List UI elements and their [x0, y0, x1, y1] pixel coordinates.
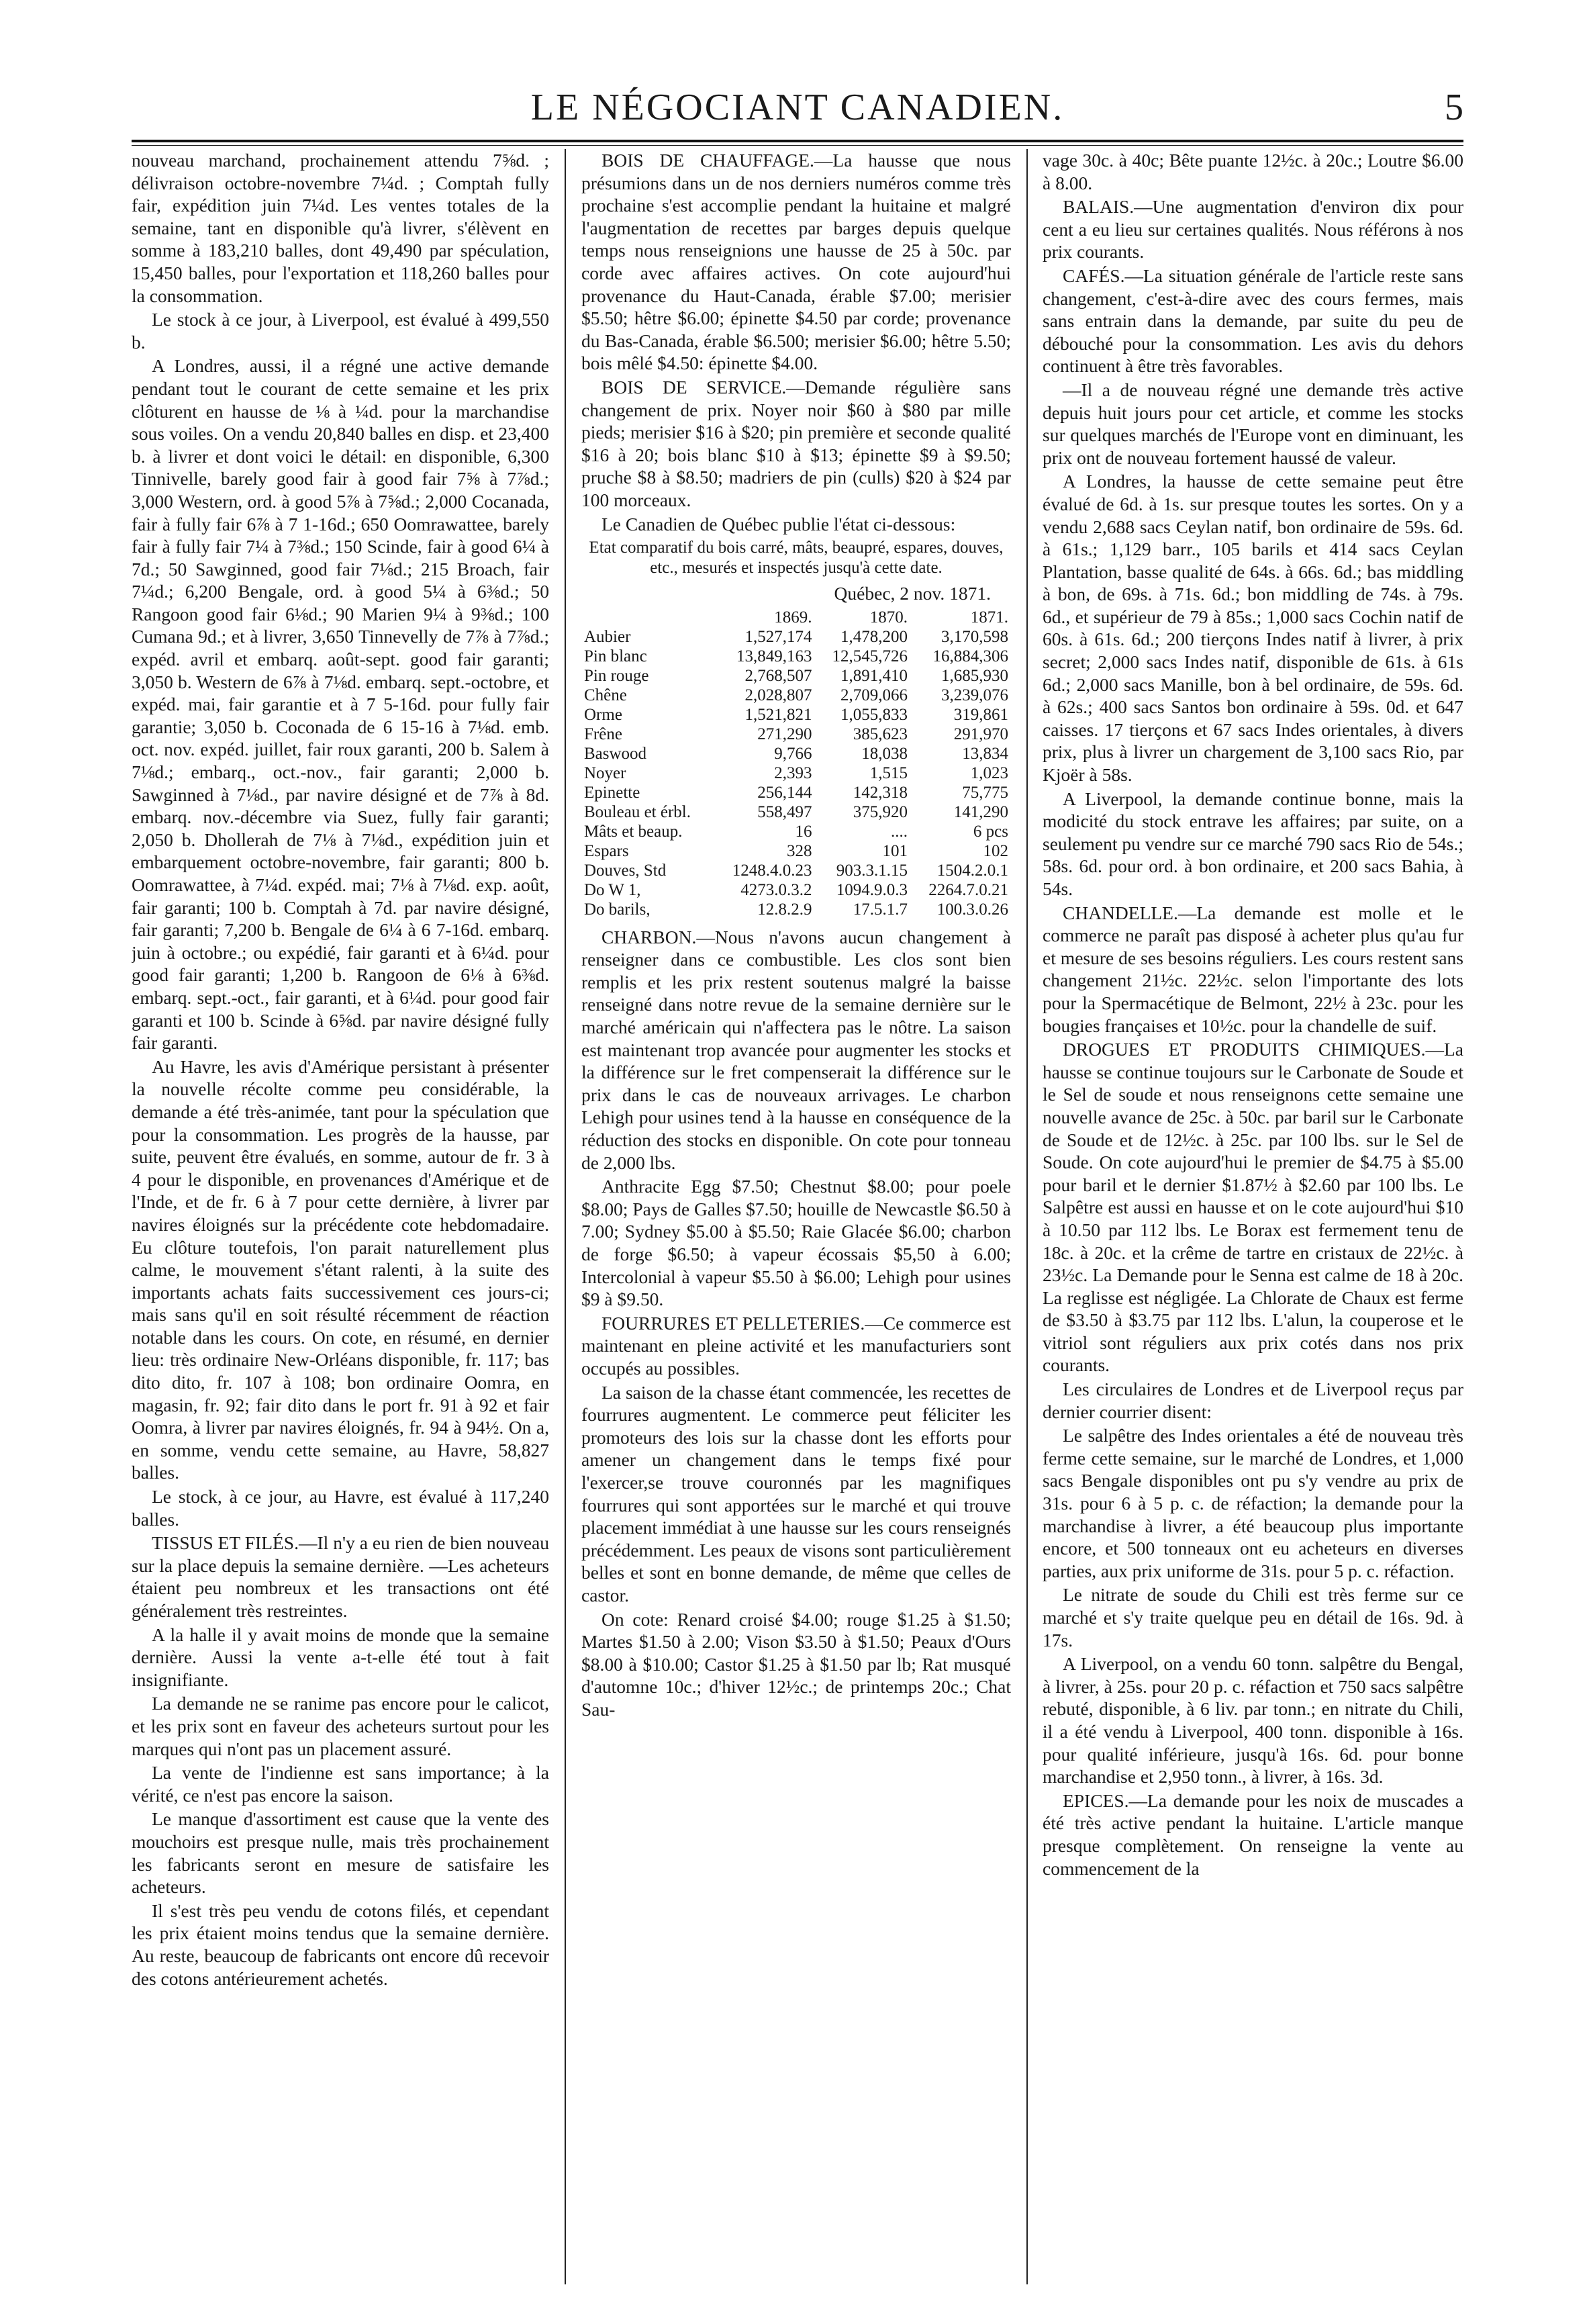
table-header-cell: 1870.	[869, 608, 908, 626]
paragraph: Anthracite Egg $7.50; Chestnut $8.00; pour poele $8.00; Pays de Galles $7.50; houille de Newcastle $6.50 à 7.00; Sydney $5.00 à $5.50; Raie Glacée $6.00; charbon de forge $6.50; à vapeur écossais $5,50 à 6.00; Intercolonial à vapeur $5.50 à $6.00; Lehigh pour usines $9 à $9.50.	[581, 1176, 1011, 1310]
table-cell: 142,318	[853, 783, 908, 802]
table-cell: 558,497	[757, 802, 812, 821]
table-cell: 271,290	[757, 725, 812, 743]
paragraph: Les circulaires de Londres et de Liverpool reçus par dernier courrier disent:	[1043, 1379, 1463, 1422]
table-header-row	[581, 608, 1011, 627]
table-cell: 256,144	[757, 783, 812, 802]
paragraph: vage 30c. à 40c; Bête puante 12½c. à 20c.; Loutre $6.00 à 8.00.	[1043, 150, 1463, 193]
table-row	[581, 880, 1011, 900]
table-row-label: Do barils,	[584, 900, 650, 919]
paragraph: A Liverpool, on a vendu 60 tonn. salpêtre du Bengal, à livrer, à 25s. pour 20 p. c. réfaction et 750 sacs salpêtre rebuté, disponible, à 6 liv. par tonn.; en nitrate du Chili, il a été vendu à Liverpool, 400 tonn. disponible à 16s. pour qualité inférieure, jusqu'à 16s. 6d. pour bonne marchandise et 2,950 tonn., à livrer, à 16s. 3d.	[1043, 1653, 1463, 1787]
table-cell: 2,393	[774, 763, 812, 782]
section-paragraph-tissus: TISSUS ET FILÉS.—Il n'y a eu rien de bien nouveau sur la place depuis la semaine dernière. —Les acheteurs étaient peu nombreux et les transactions ont été généralement très restreintes.	[132, 1532, 549, 1621]
table-cell: 141,290	[953, 802, 1008, 821]
table-row-label: Frêne	[584, 725, 622, 743]
table-cell: 16	[795, 822, 812, 841]
paragraph: La demande ne se ranime pas encore pour le calicot, et les prix sont en faveur des acheteurs surtout pour les marques qui n'ont pas un placement assuré.	[132, 1693, 549, 1759]
table-cell: 4273.0.3.2	[740, 880, 812, 899]
header-rule-thin	[132, 145, 1463, 146]
newspaper-title: LE NÉGOCIANT CANADIEN.	[530, 87, 1065, 128]
section-paragraph-bois-service: BOIS DE SERVICE.—Demande régulière sans changement de prix. Noyer noir $60 à $80 par mille pieds; merisier $16 à $20; pin première et seconde qualité $16 à 20; bois blanc $10 à $13; épinette $9 à $9.50; pruche $8 à $8.50; madriers de pin (culls) $20 à $24 par 100 morceaux.	[581, 376, 1011, 510]
paragraph: A Londres, la hausse de cette semaine peut être évalué de 6d. à 1s. sur presque toutes les sortes. On y a vendu 2,688 sacs Ceylan natif, bon ordinaire de 59s. 6d. à 61s.; 1,129 barr., 105 barils et 414 sacs Ceylan Plantation, basse qualité de 64s. à 66s. 6d.; bas middling à bon, de 69s. à 71s. 6d.; bon middling de 74s. à 79s. 6d., et supérieur de 79 à 85s.; 1,000 sacs Cochin natif de 60s. à 61s. 6d.; 200 tierçons Indes natif à livrer, à prix secret; 2,000 sacs Indes natif, disponible de 61s. à 61s 6d.; 2,000 sacs Manille, bon à bel ordinaire, de 59s. 6d. à 62s.; 400 sacs Santos bon ordinaire à 59s. 0d. et 647 caisses. 17 tierçons et 67 sacs Indes orientales, à divers prix, plus à livrer un chargement de 3,100 sacs Rio, par Kjoër à 58s.	[1043, 471, 1463, 786]
table-row-label: Baswood	[584, 744, 647, 763]
wood-inspection-table	[581, 608, 1011, 919]
table-date: Québec, 2 nov. 1871.	[834, 583, 991, 604]
table-header-cell	[581, 608, 714, 627]
paragraph: Au Havre, les avis d'Amérique persistant à présenter la nouvelle récolte comme peu considérable, la demande a été très-animée, tant pour la spéculation que pour la consommation. Les progrès de la hausse, par suite, peuvent être évalués, en somme, autour de fr. 3 à 4 pour le disponible, en provenances d'Amérique et de l'Inde, et de fr. 6 à 7 pour cette dernière, à livrer par navires éloignés sur la précédente cote hebdomadaire. Eu clôture toutefois, l'on parait naturellement plus calme, le mouvement s'étant ralenti, à la suite des importants achats faits successivement ces jours-ci; mais sans qu'il en soit résulté récemment de réaction notable dans les cours. On cote, en résumé, en dernier lieu: très ordinaire New-Orléans disponible, fr. 117; bas dito dito, fr. 107 à 108; bon ordinaire Oomra, en magasin, fr. 92; fair dito dans le port fr. 91 à 92 et fair Oomra, à livrer par navires éloignés, fr. 94 à 94½. On a, en somme, vendu cette semaine, au Havre, 58,827 balles.	[132, 1056, 549, 1483]
table-cell: 13,849,163	[736, 647, 812, 665]
paragraph: —Il a de nouveau régné une demande très active depuis huit jours pour cet article, et comme les stocks sur quelques marchés de l'Europe vont en diminuant, les prix ont de nouveau fortement haussé de valeur.	[1043, 379, 1463, 468]
table-row	[581, 627, 1011, 647]
table-row-label: Orme	[584, 705, 622, 724]
table-row	[581, 783, 1011, 802]
table-cell: 903.3.1.15	[836, 861, 908, 880]
table-cell: 6 pcs	[973, 822, 1008, 841]
table-header-cell: 1869.	[774, 608, 812, 626]
table-cell: 12.8.2.9	[757, 900, 812, 919]
table-cell: 1,527,174	[744, 627, 812, 646]
table-body	[581, 627, 1011, 919]
table-cell: 3,170,598	[941, 627, 1008, 646]
table-cell: 13,834	[962, 744, 1008, 763]
paragraph: Le stock, à ce jour, au Havre, est évalué à 117,240 balles.	[132, 1486, 549, 1530]
paragraph: Le manque d'assortiment est cause que la vente des mouchoirs est presque nulle, mais très prochainement les fabricants seront en mesure de satisfaire les acheteurs.	[132, 1808, 549, 1898]
table-row-label: Mâts et beaup.	[584, 822, 683, 841]
table-cell: 2,768,507	[744, 666, 812, 685]
table-row	[581, 841, 1011, 861]
table-cell: 385,623	[853, 725, 908, 743]
table-header-cell: 1871.	[970, 608, 1008, 626]
column-divider	[565, 149, 566, 2284]
table-cell: 1248.4.0.23	[732, 861, 812, 880]
table-row-label: Bouleau et érbl.	[584, 802, 691, 821]
table-row-label: Epinette	[584, 783, 640, 802]
column-1	[132, 149, 549, 2284]
table-cell: 319,861	[953, 705, 1008, 724]
column-3	[1043, 149, 1463, 2284]
table-cell: 2,709,066	[840, 686, 908, 704]
table-row-label: Aubier	[584, 627, 631, 646]
table-cell: 291,970	[953, 725, 1008, 743]
table-row	[581, 725, 1011, 744]
table-row	[581, 763, 1011, 783]
column-divider	[1026, 149, 1028, 2284]
table-row	[581, 861, 1011, 880]
masthead	[132, 81, 1463, 141]
paragraph: A Londres, aussi, il a régné une active demande pendant tout le courant de cette semaine et les prix clôturent en hausse de ⅛ à ¼d. pour la marchandise sous voiles. On a vendu 20,840 balles en disp. et 23,400 b. à livrer et dont voici le détail: en disponible, 6,300 Tinnivelle, barely good fair à good fair 7⅝ à 7⅞d.; 3,000 Western, ord. à good 5⅞ à 7⅝d.; 2,000 Cocanada, fair à fully fair 6⅞ à 7 1-16d.; 650 Oomrawattee, barely fair à fully fair 7¼ à 7⅜d.; 150 Scinde, fair à good 6¼ à 7d.; 50 Sawginned, good fair 7⅛d.; 215 Broach, fair 7¼d.; 6,200 Bengale, ord. à good 5¼ à 6⅜d.; 50 Rangoon good fair 6⅛d.; 90 Marien 9¼ à 9⅜d.; 100 Cumana 9d.; et à livrer, 3,650 Tinnevelly de 7⅞ à 7⅞d.; expéd. avril et embarq. août-sept. good fair garanti; 3,050 b. Western de 6⅞ à 7⅛d. embarq. sept.-octobre, et expéd. mai, fair garantie et à 7 5-16d. pour fully fair garantie; 3,050 b. Coconada de 6 15-16 à 7⅛d. emb. oct. nov. expéd. juillet, fair roux garanti, 200 b. Salem à 7⅛d.; embarq., oct.-nov., fair garanti; 2,000 b. Sawginned à 7⅛d., par navire désigné et de 7⅞ à 8d. embarq. nov.-décembre via Suez, fully fair garanti; 2,050 b. Dhollerah de 7⅛ à 7⅛d., expédition juin et embarquement octobre-novembre, fair garanti; 800 b. Oomrawattee, à 7¼d. expéd. mai; 7⅛ à 7⅛d. exp. août, fair garanti; 100 b. Comptah à 7d. par navire désigné, fair garanti; 7,200 b. Bengale de 6¼ à 6 7-16d. embarq. juin à octobre.; ou expédié, fair garanti et à 6¼d. pour good fair garanti; 1,200 b. Rangoon de 6⅛ à 6⅜d. embarq. sept.-oct., fair garanti, et à 6¼d. pour good fair garanti et 100 b. Scinde à 6⅝d. par navire désigné fully fair garanti.	[132, 355, 549, 1054]
paragraph: A Liverpool, la demande continue bonne, mais la modicité du stock entrave les affaires; par suite, on a seulement pu vendre sur ce marché 790 sacs Rio de 54s.; 58s. 6d. pour ord. à bon ordinaire, et 200 sacs Bahia, à 54s.	[1043, 788, 1463, 899]
section-paragraph-fourrures: FOURRURES ET PELLETERIES.—Ce commerce est maintenant en pleine activité et les manufacturiers sont occupés au possibles.	[581, 1312, 1011, 1379]
table-cell: 9,766	[774, 744, 812, 763]
table-row	[581, 686, 1011, 705]
table-cell: 12,545,726	[832, 647, 908, 665]
table-row	[581, 822, 1011, 841]
table-cell: 1,023	[970, 763, 1008, 782]
table-cell: 75,775	[962, 783, 1008, 802]
column-2	[581, 149, 1011, 2284]
table-row	[581, 744, 1011, 763]
table-row-label: Espars	[584, 841, 629, 860]
table-cell: 18,038	[861, 744, 908, 763]
paragraph: On cote: Renard croisé $4.00; rouge $1.25 à $1.50; Martes $1.50 à 2.00; Vison $3.50 à $1.50; Peaux d'Ours $8.00 à $10.00; Castor $1.25 à $1.50 par lb; Rat musqué d'automne 10c.; d'hiver 12½c.; de printemps 20c.; Chat Sau-	[581, 1608, 1011, 1720]
section-paragraph-cafes: CAFÉS.—La situation générale de l'article reste sans changement, c'est-à-dire avec des cours fermes, mais sans entrain dans la demande, par suite du peu de débouché pour la consommation. Les avis du dehors continuent à être très favorables.	[1043, 265, 1463, 377]
paragraph: Le nitrate de soude du Chili est très ferme sur ce marché et s'y traite quelque peu en détail de 16s. 9d. à 17s.	[1043, 1584, 1463, 1651]
table-cell: ....	[891, 822, 908, 841]
table-cell: 16,884,306	[932, 647, 1008, 665]
table-cell: 1,478,200	[840, 627, 908, 646]
table-cell: 1,685,930	[941, 666, 1008, 685]
table-cell: 2264.7.0.21	[928, 880, 1008, 899]
table-cell: 17.5.1.7	[853, 900, 908, 919]
section-paragraph-chandelle: CHANDELLE.—La demande est molle et le commerce ne paraît pas disposé à acheter plus qu'au fur et mesure de ses besoins réguliers. Les cours restent sans changement 21½c. 22½c. selon l'importante des lots pour la Spermacétique de Belmont, 22½ à 23c. pour les bougies françaises et 10½c. pour la chandelle de suif.	[1043, 902, 1463, 1036]
table-cell: 3,239,076	[941, 686, 1008, 704]
table-cell: 101	[882, 841, 908, 860]
table-row	[581, 900, 1011, 919]
paragraph: Le salpêtre des Indes orientales a été de nouveau très ferme cette semaine, sur le marché de Londres, et 1,000 sacs Bengale disponibles ont pu s'y vendre au prix de 31s. pour 6 à 5 p. c. de réfaction; la demande pour la marchandise à livrer, a été beaucoup plus importante encore, et 500 tonneaux ont eu acheteurs en diverses parties, aux prix uniforme de 31s. pour 5 p. c. réfaction.	[1043, 1425, 1463, 1581]
table-cell: 2,028,807	[744, 686, 812, 704]
table-row-label: Do W 1,	[584, 880, 641, 899]
table-cell: 102	[983, 841, 1008, 860]
page-number: 5	[1445, 87, 1463, 128]
table-cell: 1,055,833	[840, 705, 908, 724]
table-cell: 1094.9.0.3	[836, 880, 908, 899]
table-cell: 1504.2.0.1	[936, 861, 1008, 880]
paragraph: La saison de la chasse étant commencée, les recettes de fourrures augmentent. Le commerce peut féliciter les promoteurs des lois sur la chasse dont les efforts pour amener un changement dans le temps fixé pour l'exercer,se trouve couronnés par les magnifiques fourrures qui sont apportées sur le marché et qui trouve placement immédiat à une hausse sur les cours renseignés précédemment. Les peaux de visons sont particulièrement belles et sont en bonne demande, de même que celles de castor.	[581, 1381, 1011, 1606]
table-cell: 1,515	[869, 763, 908, 782]
table-row	[581, 802, 1011, 822]
paragraph: nouveau marchand, prochainement attendu 7⅝d. ; délivraison octobre-novembre 7¼d. ; Comptah fully fair, expédition juin 7¼d. Les ventes totales de la semaine, tant en disponible qu'à livrer, s'élèvent en somme à 183,210 balles, dont 49,490 par spéculation, 15,450 balles, pour l'exportation et 118,260 balles pour la consommation.	[132, 150, 549, 306]
table-title: Etat comparatif du bois carré, mâts, beaupré, espares, douves, etc., mesurés et inspectés jusqu'à cette date.	[589, 539, 1004, 577]
paragraph: Le stock à ce jour, à Liverpool, est évalué à 499,550 b.	[132, 309, 549, 353]
table-row	[581, 647, 1011, 666]
paragraph: A la halle il y avait moins de monde que la semaine dernière. Aussi la vente a-t-elle été tout à fait insignifiante.	[132, 1624, 549, 1690]
section-paragraph-charbon: CHARBON.—Nous n'avons aucun changement à renseigner dans ce combustible. Les clos sont bien remplis et les prix restent soutenus malgré la baisse renseigné dans notre revue de la semaine dernière sur le marché américain qui n'affectera pas le nôtre. La saison est maintenant trop avancée pour augmenter les stocks et la différence sur le fret compenserait la différence sur le prix dans le cas de nouveaux arrivages. Le charbon Lehigh pour usines tend à la hausse en conséquence de la réduction des stocks en disponible. On cote pour tonneau de 2,000 lbs.	[581, 926, 1011, 1173]
section-paragraph-bois-chauffage: BOIS DE CHAUFFAGE.—La hausse que nous présumions dans un de nos derniers numéros comme très prochaine s'est accomplie pendant la huitaine et malgré l'augmentation de recettes par barges depuis quelque temps nous renseignions une hausse de 25 à 50c. par corde avec affaires actives. On cote aujourd'hui provenance du Haut-Canada, érable $7.00; merisier $5.50; hêtre $6.00; épinette $4.50 par corde; provenance du Bas-Canada, érable $6.500; merisier $6.00; hêtre 5.50; bois mêlé $4.50: épinette $4.00.	[581, 150, 1011, 374]
table-row-label: Chêne	[584, 686, 627, 704]
section-paragraph-balais: BALAIS.—Une augmentation d'environ dix pour cent a eu lieu sur certaines qualités. Nous référons à nos prix courants.	[1043, 196, 1463, 263]
table-row-label: Pin rouge	[584, 666, 649, 685]
table-cell: 1,891,410	[840, 666, 908, 685]
paragraph: Le Canadien de Québec publie l'état ci-dessous:	[601, 513, 956, 534]
table-row	[581, 705, 1011, 725]
section-paragraph-epices: EPICES.—La demande pour les noix de muscades a été très active pendant la huitaine. L'article manque presque complètement. On renseigne la vente au commencement de la	[1043, 1790, 1463, 1879]
paragraph: Il s'est très peu vendu de cotons filés, et cependant les prix étaient moins tendus que la semaine dernière. Au reste, beaucoup de fabricants ont encore dû recevoir des cotons antérieurement achetés.	[132, 1900, 549, 1989]
section-paragraph-drogues: DROGUES ET PRODUITS CHIMIQUES.—La hausse se continue toujours sur le Carbonate de Soude et le Sel de soude et nous renseignons cette semaine une nouvelle avance de 25c. à 50c. par baril sur le Carbonate de Soude et de 12½c. à 25c. par 100 lbs. sur le Sel de Soude. On cote aujourd'hui le premier de $4.75 à $5.00 pour baril et le dernier $1.87½ à $2.60 par 100 lbs. Le Salpêtre est aussi en hausse et on le cote aujourd'hui $10 à 10.50 par 112 lbs. Le Borax est fermement tenu de 18c. à 20c. et la crême de tartre en cristaux de 22½c. à 23½c. La Demande pour le Senna est calme de 18 à 20c. La reglisse est négligée. La Chlorate de Chaux est ferme de $3.50 à $3.75 par 112 lbs. L'alun, la couperose et le vitriol sont réguliers aux prix cotés dans nos prix courants.	[1043, 1039, 1463, 1376]
table-row-label: Douves, Std	[584, 861, 667, 880]
table-row-label: Noyer	[584, 763, 626, 782]
table-row	[581, 666, 1011, 686]
table-cell: 328	[786, 841, 812, 860]
header-rule-thick	[132, 140, 1463, 142]
paragraph: La vente de l'indienne est sans importance; à la vérité, ce n'est pas encore la saison.	[132, 1762, 549, 1806]
table-cell: 100.3.0.26	[936, 900, 1008, 919]
table-cell: 375,920	[853, 802, 908, 821]
table-row-label: Pin blanc	[584, 647, 647, 665]
table-cell: 1,521,821	[744, 705, 812, 724]
